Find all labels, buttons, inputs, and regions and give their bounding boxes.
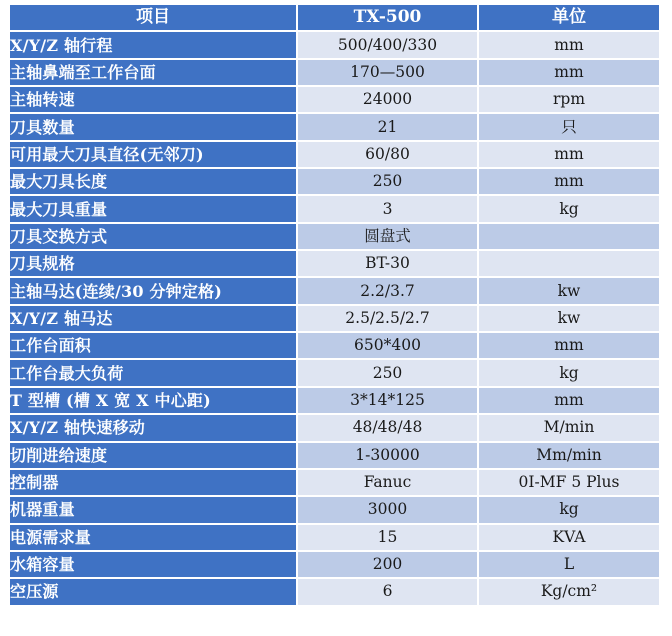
row-label: 刀具数量 (10, 114, 296, 139)
row-value: 15 (298, 525, 477, 550)
row-value: BT-30 (298, 251, 477, 276)
row-label: 主轴转速 (10, 87, 296, 112)
row-value: 24000 (298, 87, 477, 112)
row-unit: mm (479, 333, 659, 358)
row-label: 最大刀具长度 (10, 169, 296, 194)
table-row (10, 32, 659, 57)
header-unit: 单位 (479, 5, 659, 30)
row-unit: Mm/min (479, 443, 659, 468)
table-row (10, 306, 659, 331)
row-unit: rpm (479, 87, 659, 112)
table-row (10, 552, 659, 577)
table-row (10, 169, 659, 194)
table-row (10, 525, 659, 550)
row-unit: Kg/cm² (479, 579, 659, 604)
table-header-row (10, 5, 659, 30)
row-label: 主轴鼻端至工作台面 (10, 60, 296, 85)
row-label: 电源需求量 (10, 525, 296, 550)
row-unit: kg (479, 360, 659, 385)
row-label: 工作台面积 (10, 333, 296, 358)
row-unit (479, 251, 659, 276)
row-value: 2.2/3.7 (298, 278, 477, 303)
row-value: 1-30000 (298, 443, 477, 468)
table-row (10, 333, 659, 358)
row-label: X/Y/Z 轴马达 (10, 306, 296, 331)
table-row (10, 278, 659, 303)
row-value: 250 (298, 360, 477, 385)
table-row (10, 497, 659, 522)
row-unit: kw (479, 278, 659, 303)
row-unit: KVA (479, 525, 659, 550)
row-value: 6 (298, 579, 477, 604)
row-label: T 型槽 (槽 X 宽 X 中心距) (10, 388, 296, 413)
row-label: 主轴马达(连续/30 分钟定格) (10, 278, 296, 303)
row-label: 控制器 (10, 470, 296, 495)
row-unit: 只 (479, 114, 659, 139)
row-value: Fanuc (298, 470, 477, 495)
row-value: 500/400/330 (298, 32, 477, 57)
row-label: 水箱容量 (10, 552, 296, 577)
row-label: 刀具交换方式 (10, 224, 296, 249)
row-value: 3000 (298, 497, 477, 522)
row-value: 170—500 (298, 60, 477, 85)
table-row (10, 251, 659, 276)
row-unit: 0I-MF 5 Plus (479, 470, 659, 495)
row-label: 切削进给速度 (10, 443, 296, 468)
row-unit: mm (479, 60, 659, 85)
row-unit: L (479, 552, 659, 577)
table-row (10, 470, 659, 495)
row-unit: mm (479, 32, 659, 57)
spec-table (8, 3, 661, 607)
row-unit: kg (479, 497, 659, 522)
row-value: 3 (298, 196, 477, 221)
row-label: X/Y/Z 轴快速移动 (10, 415, 296, 440)
table-row (10, 196, 659, 221)
row-value: 250 (298, 169, 477, 194)
header-item: 项目 (10, 5, 296, 30)
row-value: 21 (298, 114, 477, 139)
table-row (10, 224, 659, 249)
row-label: 最大刀具重量 (10, 196, 296, 221)
row-value: 60/80 (298, 142, 477, 167)
row-label: X/Y/Z 轴行程 (10, 32, 296, 57)
row-unit: mm (479, 388, 659, 413)
row-unit: M/min (479, 415, 659, 440)
table-row (10, 87, 659, 112)
table-row (10, 443, 659, 468)
table-row (10, 360, 659, 385)
row-value: 圆盘式 (298, 224, 477, 249)
row-unit: kg (479, 196, 659, 221)
table-row (10, 579, 659, 604)
row-label: 工作台最大负荷 (10, 360, 296, 385)
table-row (10, 60, 659, 85)
row-value: 650*400 (298, 333, 477, 358)
row-label: 可用最大刀具直径(无邻刀) (10, 142, 296, 167)
table-row (10, 388, 659, 413)
row-unit (479, 224, 659, 249)
row-value: 48/48/48 (298, 415, 477, 440)
row-value: 2.5/2.5/2.7 (298, 306, 477, 331)
row-label: 空压源 (10, 579, 296, 604)
row-value: 3*14*125 (298, 388, 477, 413)
row-unit: kw (479, 306, 659, 331)
row-unit: mm (479, 169, 659, 194)
table-row (10, 114, 659, 139)
table-row (10, 142, 659, 167)
row-label: 机器重量 (10, 497, 296, 522)
row-unit: mm (479, 142, 659, 167)
row-label: 刀具规格 (10, 251, 296, 276)
row-value: 200 (298, 552, 477, 577)
header-model: TX-500 (298, 5, 477, 30)
table-row (10, 415, 659, 440)
